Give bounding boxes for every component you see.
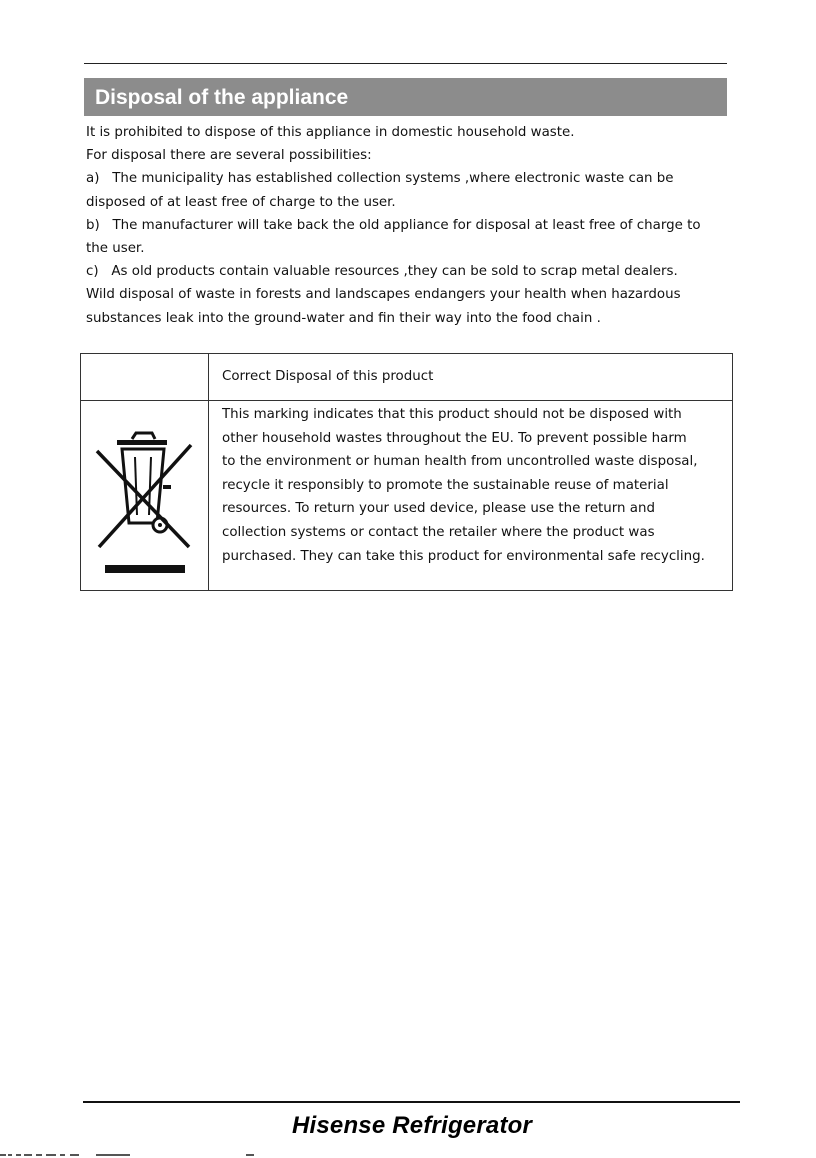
table-icon-cell <box>81 401 209 591</box>
crossed-out-wheelie-bin-icon <box>95 425 195 573</box>
top-rule <box>84 63 727 64</box>
table-header-empty-cell <box>81 354 209 401</box>
body-line-option-c: c) As old products contain valuable resources ,they can be sold to scrap metal dealers. <box>86 264 678 280</box>
table-body-line: collection systems or contact the retailer where the product was <box>222 524 655 540</box>
table-header-row <box>81 354 733 401</box>
body-line: For disposal there are several possibilities: <box>86 148 372 164</box>
table-body-line: resources. To return your used device, please use the return and <box>222 501 655 517</box>
print-crop-marks <box>0 1153 270 1158</box>
brand-footer: Hisense Refrigerator <box>291 1112 533 1139</box>
body-line: substances leak into the ground-water and fin their way into the food chain . <box>86 310 601 326</box>
table-body-line: recycle it responsibly to promote the sustainable reuse of material <box>222 477 669 493</box>
body-line: disposed of at least free of charge to the user. <box>86 194 396 210</box>
body-line-option-a: a) The municipality has established collection systems ,where electronic waste can be <box>86 171 674 187</box>
correct-disposal-table <box>80 353 733 591</box>
body-line: Wild disposal of waste in forests and landscapes endangers your health when hazardous <box>86 287 681 303</box>
table-body-line: This marking indicates that this product should not be disposed with <box>222 407 682 422</box>
table-body-text <box>209 401 733 591</box>
disposal-instructions <box>86 121 736 330</box>
footer-rule <box>83 1101 740 1103</box>
table-body-line: other household wastes throughout the EU. To prevent possible harm <box>222 430 687 446</box>
table-header-label: Correct Disposal of this product <box>209 354 733 401</box>
table-body-row <box>81 401 733 591</box>
body-line: It is prohibited to dispose of this appliance in domestic household waste. <box>86 125 575 140</box>
section-heading: Disposal of the appliance <box>84 78 727 116</box>
table-body-line: to the environment or human health from uncontrolled waste disposal, <box>222 454 698 470</box>
body-line-option-b: b) The manufacturer will take back the old appliance for disposal at least free of charge to <box>86 217 701 233</box>
table-body-line: purchased. They can take this product for environmental safe recycling. <box>222 548 705 564</box>
body-line: the user. <box>86 241 145 257</box>
